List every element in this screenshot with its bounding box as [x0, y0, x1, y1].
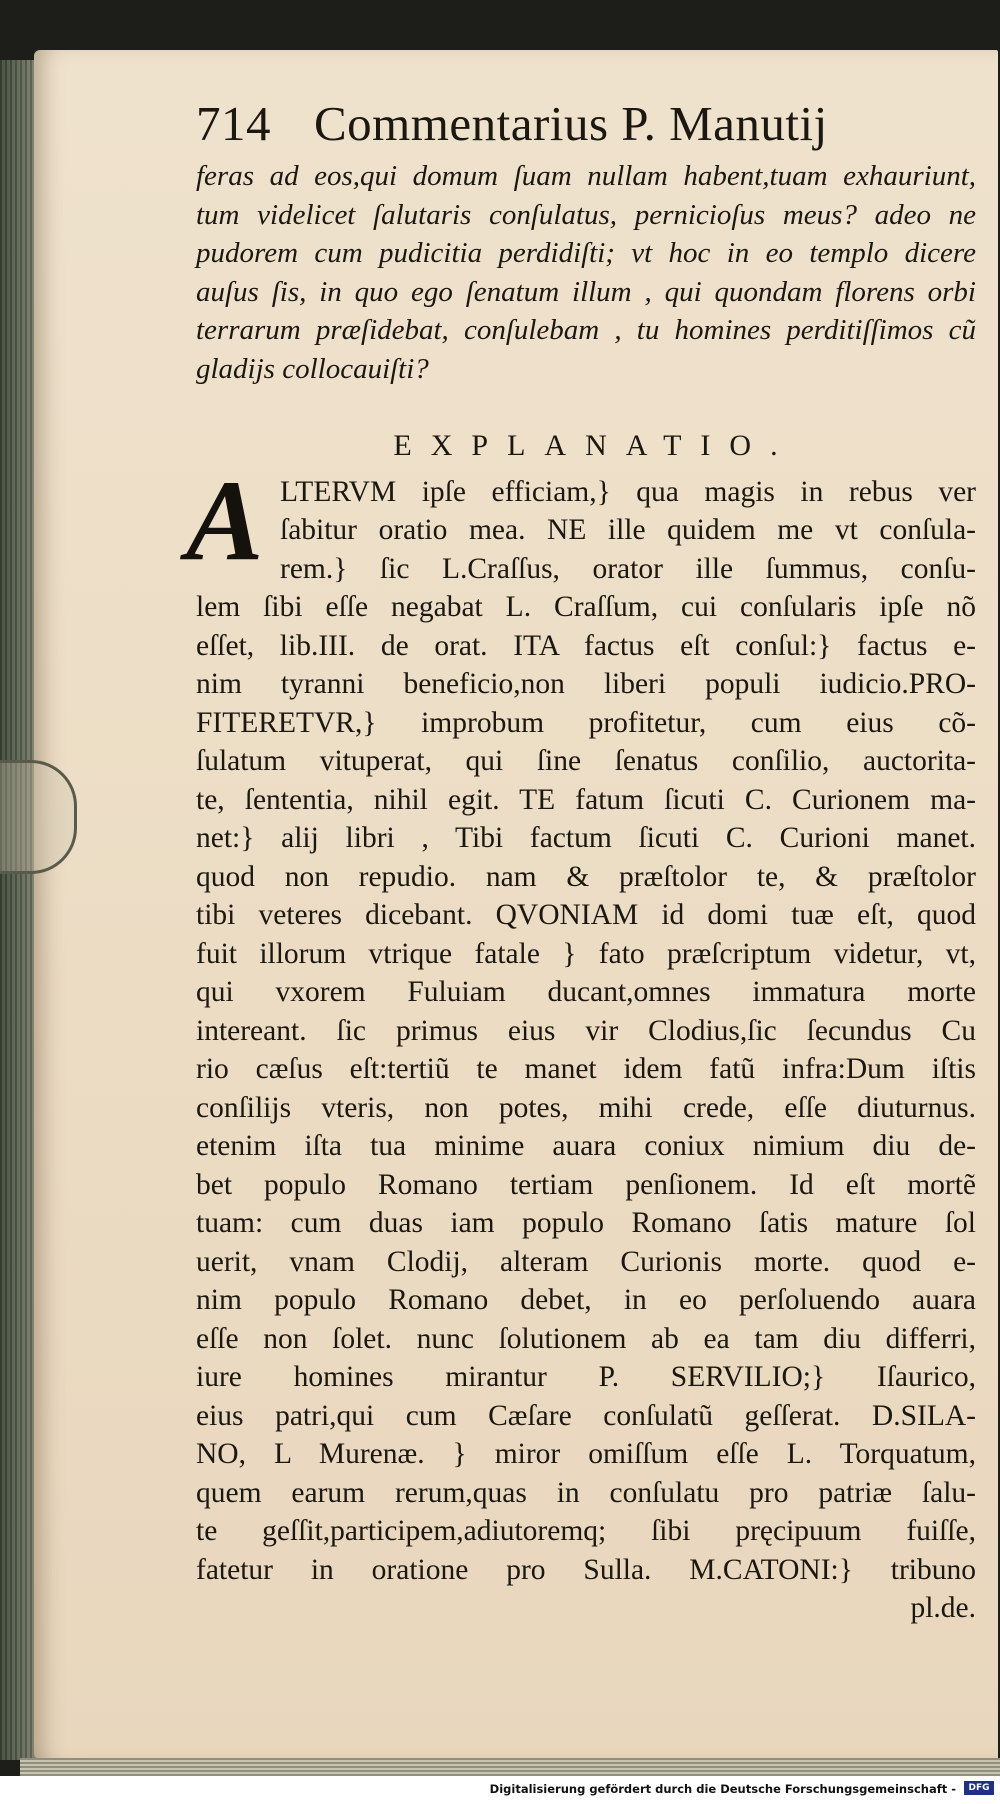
commentary-line: intereant. ſic primus eius vir Clodius,ſic ſecundus Cu: [196, 1014, 976, 1047]
quote-line: gladijs collocauiſti?: [196, 352, 429, 385]
quote-line: auſus ſis, in quo ego ſenatum illum , qui quondam florens orbi: [196, 275, 976, 308]
digitization-credit: Digitalisierung gefördert durch die Deutsche Forschungsgemeinschaft -: [489, 1782, 956, 1796]
commentary-line: bet populo Romano tertiam penſionem. Id eſt mortẽ: [196, 1168, 976, 1201]
commentary-line: iure homines mirantur P. SERVILIO;} Iſaurico,: [196, 1361, 976, 1394]
commentary-line: NO, L Murenæ. } miror omiſſum eſſe L. Torquatum,: [196, 1438, 976, 1471]
quote-line: pudorem cum pudicitia perdidiſti; vt hoc in eo templo dicere: [196, 237, 976, 270]
commentary-line: net:} alij libri , Tibi factum ſicuti C. Curioni manet.: [196, 822, 976, 855]
commentary-line: eſſet, lib.III. de orat. ITA factus eſt conſul:} factus e-: [196, 629, 976, 662]
quote-line: terrarum præſidebat, conſulebam , tu homines perditiſſimos cũ: [196, 314, 976, 347]
running-title: Commentarius P. Manutij: [314, 96, 828, 151]
commentary-line: te, ſententia, nihil egit. TE fatum ſicuti C. Curionem ma-: [196, 783, 976, 816]
quote-line: tum videlicet ſalutaris conſulatus, pernicioſus meus? adeo ne: [196, 198, 976, 231]
commentary-line: te geſſit,participem,adiutoremq; ſibi pręcipuum fuiſſe,: [196, 1515, 976, 1548]
running-head: [196, 95, 976, 157]
commentary-line: quem earum rerum,quas in conſulatu pro patriæ ſalu-: [196, 1476, 976, 1509]
commentary-line: fatetur in oratione pro Sulla. M.CATONI:} tribuno: [196, 1553, 976, 1586]
commentary-line: qui vxorem Fuluiam ducant,omnes immatura morte: [196, 976, 976, 1009]
commentary-line: quod non repudio. nam & præſtolor te, & præſtolor: [196, 860, 976, 893]
commentary-line: uerit, vnam Clodij, alteram Curionis morte. quod e-: [196, 1245, 976, 1278]
commentary-line: eius patri,qui cum Cæſare conſulatũ geſſerat. D.SILA-: [196, 1399, 976, 1432]
commentary-line: tuam: cum duas iam populo Romano ſatis mature ſol: [196, 1207, 976, 1240]
commentary-line: nim tyranni beneficio,non liberi populi iudicio.PRO-: [196, 668, 976, 701]
commentary-line: conſilijs vteris, non potes, mihi crede, eſſe diuturnus.: [196, 1091, 976, 1124]
commentary-line: fuit illorum vtrique fatale } fato præſcriptum videtur, vt,: [196, 937, 976, 970]
page-number: 714: [196, 96, 271, 151]
catchword: pl.de.: [910, 1592, 976, 1625]
quote-line: feras ad eos,qui domum ſuam nullam habent,tuam exhauriunt,: [196, 160, 976, 192]
dfg-logo-icon: DFG: [964, 1781, 994, 1795]
commentary-line: etenim iſta tua minime auara coniux nimium diu de-: [196, 1130, 976, 1163]
commentary-line: nim populo Romano debet, in eo perſoluendo auara: [196, 1284, 976, 1317]
quoted-passage: [196, 157, 976, 389]
section-heading: EXPLANATIO.: [393, 428, 797, 462]
drop-cap: A: [186, 456, 264, 585]
page-bottom-edge: [20, 1758, 1000, 1776]
commentary-line: ſulatum vituperat, qui ſine ſenatus conſilio, auctorita-: [196, 745, 976, 778]
commentary-line: FITERETVR,} improbum profitetur, cum eius cõ-: [196, 706, 976, 739]
commentary-line: rio cæſus eſt:tertiũ te manet idem fatũ infra:Dum iſtis: [196, 1053, 976, 1086]
commentary-line: rem.} ſic L.Craſſus, orator ille ſummus, conſu-: [280, 552, 976, 585]
commentary-text: [186, 456, 976, 1628]
commentary-line: eſſe non ſolet. nunc ſolutionem ab ea tam diu differri,: [196, 1322, 976, 1355]
commentary-line: tibi veteres dicebant. QVONIAM id domi tuæ eſt, quod: [196, 899, 976, 932]
commentary-line: ſabitur oratio mea. NE ille quidem me vt conſula-: [280, 514, 976, 547]
book-clasp: [0, 760, 77, 874]
commentary-line: LTERVM ipſe efficiam,} qua magis in rebus ver: [280, 475, 976, 508]
commentary-line: lem ſibi eſſe negabat L. Craſſum, cui conſularis ipſe nõ: [196, 591, 976, 624]
text-block: [186, 95, 976, 1628]
